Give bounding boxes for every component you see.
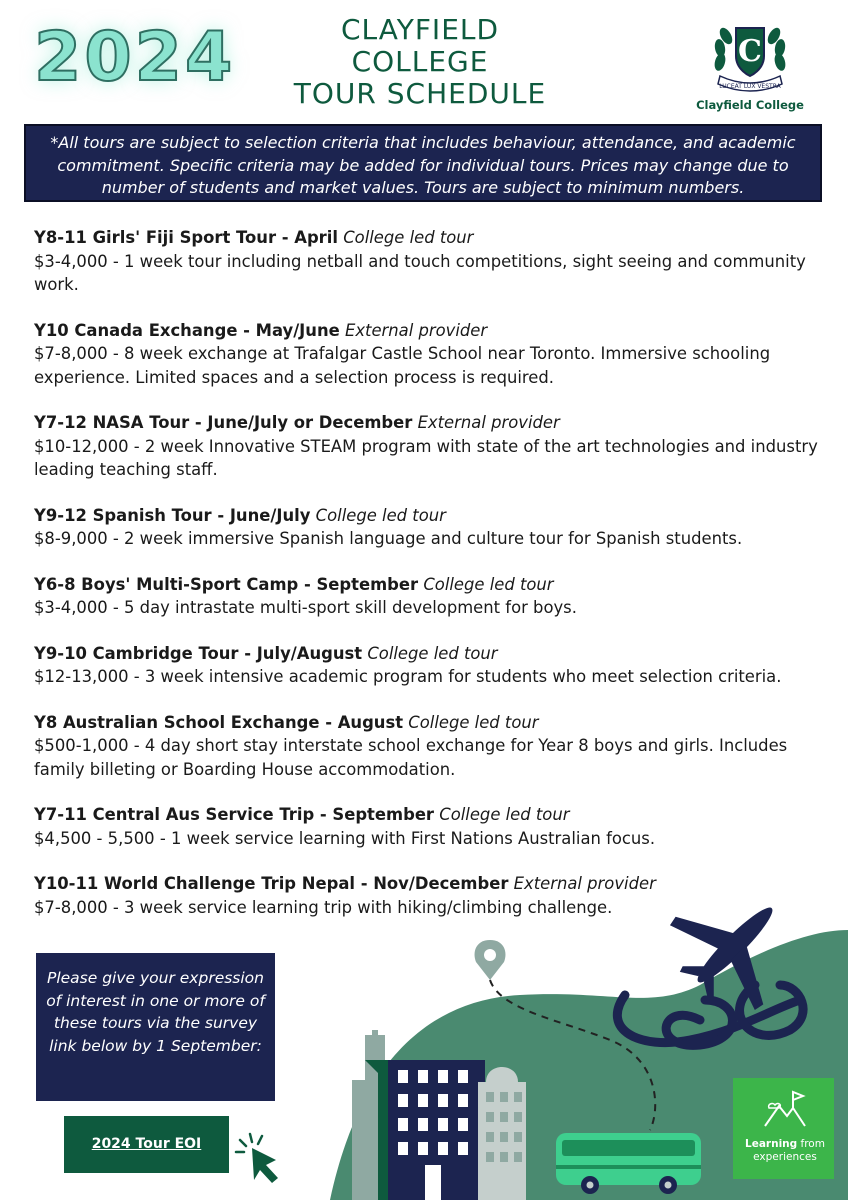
learning-badge-text xyxy=(739,1138,831,1164)
tour-item xyxy=(34,504,824,551)
tour-list xyxy=(34,226,824,941)
tour-name: Y10 Canada Exchange - May/June xyxy=(34,320,340,340)
crest-motto: LUCEAT LUX VESTRA xyxy=(719,83,781,90)
mountain-flag-icon xyxy=(733,1078,834,1136)
tour-item xyxy=(34,711,824,782)
tour-name: Y6-8 Boys' Multi-Sport Camp - September xyxy=(34,574,419,594)
college-logo xyxy=(690,14,810,114)
year-heading: 2024 xyxy=(34,18,236,97)
location-pin-icon xyxy=(475,940,506,980)
tour-item xyxy=(34,573,824,620)
tour-description: $12-13,000 - 3 week intensive academic program for students who meet selection criteria. xyxy=(34,667,782,686)
tour-provider: External provider xyxy=(344,320,488,340)
cursor-click-icon xyxy=(236,1134,278,1183)
college-crest-icon xyxy=(690,14,810,98)
tour-provider: College led tour xyxy=(408,712,539,732)
tour-provider: External provider xyxy=(513,874,656,893)
tour-name: Y10-11 World Challenge Trip Nepal - Nov/December xyxy=(34,874,509,893)
tour-name: Y7-11 Central Aus Service Trip - September xyxy=(34,805,435,824)
tour-item xyxy=(34,642,824,689)
tour-provider: College led tour xyxy=(423,574,554,594)
tour-provider: College led tour xyxy=(315,505,446,525)
tour-description: $10-12,000 - 2 week Innovative STEAM program with state of the art technologies and industry leading teaching staff. xyxy=(34,436,818,479)
tour-provider: External provider xyxy=(417,413,560,432)
tour-item xyxy=(34,803,824,850)
tour-eoi-button[interactable]: 2024 Tour EOI xyxy=(64,1116,229,1173)
svg-text:C: C xyxy=(738,34,762,69)
tour-description: $7-8,000 - 8 week exchange at Trafalgar Castle School near Toronto. Immersive schooling experience. Limited spaces and a selection process is required. xyxy=(34,344,771,387)
tour-description: $8-9,000 - 2 week immersive Spanish language and culture tour for Spanish students. xyxy=(34,529,743,548)
disclaimer-box: *All tours are subject to selection criteria that includes behaviour, attendance, and academic commitment. Specific criteria may be added for individual tours. Prices may change due to number of students and market values. Tours are subject to minimum numbers. xyxy=(24,124,822,202)
tour-provider: College led tour xyxy=(343,228,474,247)
tour-name: Y8 Australian School Exchange - August xyxy=(34,712,404,732)
learning-badge-rest: from experiences xyxy=(753,1138,825,1163)
title-line-2: COLLEGE xyxy=(351,45,489,78)
learning-badge xyxy=(733,1078,834,1179)
page-title xyxy=(260,14,580,110)
tour-name: Y9-12 Spanish Tour - June/July xyxy=(34,505,311,525)
tour-provider: College led tour xyxy=(367,643,498,663)
tour-description: $3-4,000 - 5 day intrastate multi-sport skill development for boys. xyxy=(34,598,577,617)
tour-item xyxy=(34,226,824,297)
tour-provider: College led tour xyxy=(439,805,570,824)
tour-item xyxy=(34,319,824,390)
logo-name: Clayfield College xyxy=(696,98,804,112)
tour-description: $500-1,000 - 4 day short stay interstate school exchange for Year 8 boys and girls. Includes family billeting or Boarding House accommodation. xyxy=(34,736,788,779)
learning-badge-bold: Learning xyxy=(745,1138,798,1150)
tour-description: $4,500 - 5,500 - 1 week service learning with First Nations Australian focus. xyxy=(34,828,656,848)
tour-name: Y7-12 NASA Tour - June/July or December xyxy=(34,413,413,432)
tour-description: $7-8,000 - 3 week service learning trip with hiking/climbing challenge. xyxy=(34,897,613,917)
bus-icon xyxy=(556,1133,701,1194)
tour-item xyxy=(34,411,824,482)
title-line-1: CLAYFIELD xyxy=(340,13,500,46)
title-line-3: TOUR SCHEDULE xyxy=(293,77,547,110)
tour-name: Y8-11 Girls' Fiji Sport Tour - April xyxy=(34,228,338,247)
tour-description: $3-4,000 - 1 week tour including netball and touch competitions, sight seeing and community work. xyxy=(34,251,806,294)
tour-item xyxy=(34,872,824,919)
eoi-message-box: Please give your expression of interest in one or more of these tours via the survey link below by 1 September: xyxy=(36,953,275,1101)
tour-name: Y9-10 Cambridge Tour - July/August xyxy=(34,643,363,663)
